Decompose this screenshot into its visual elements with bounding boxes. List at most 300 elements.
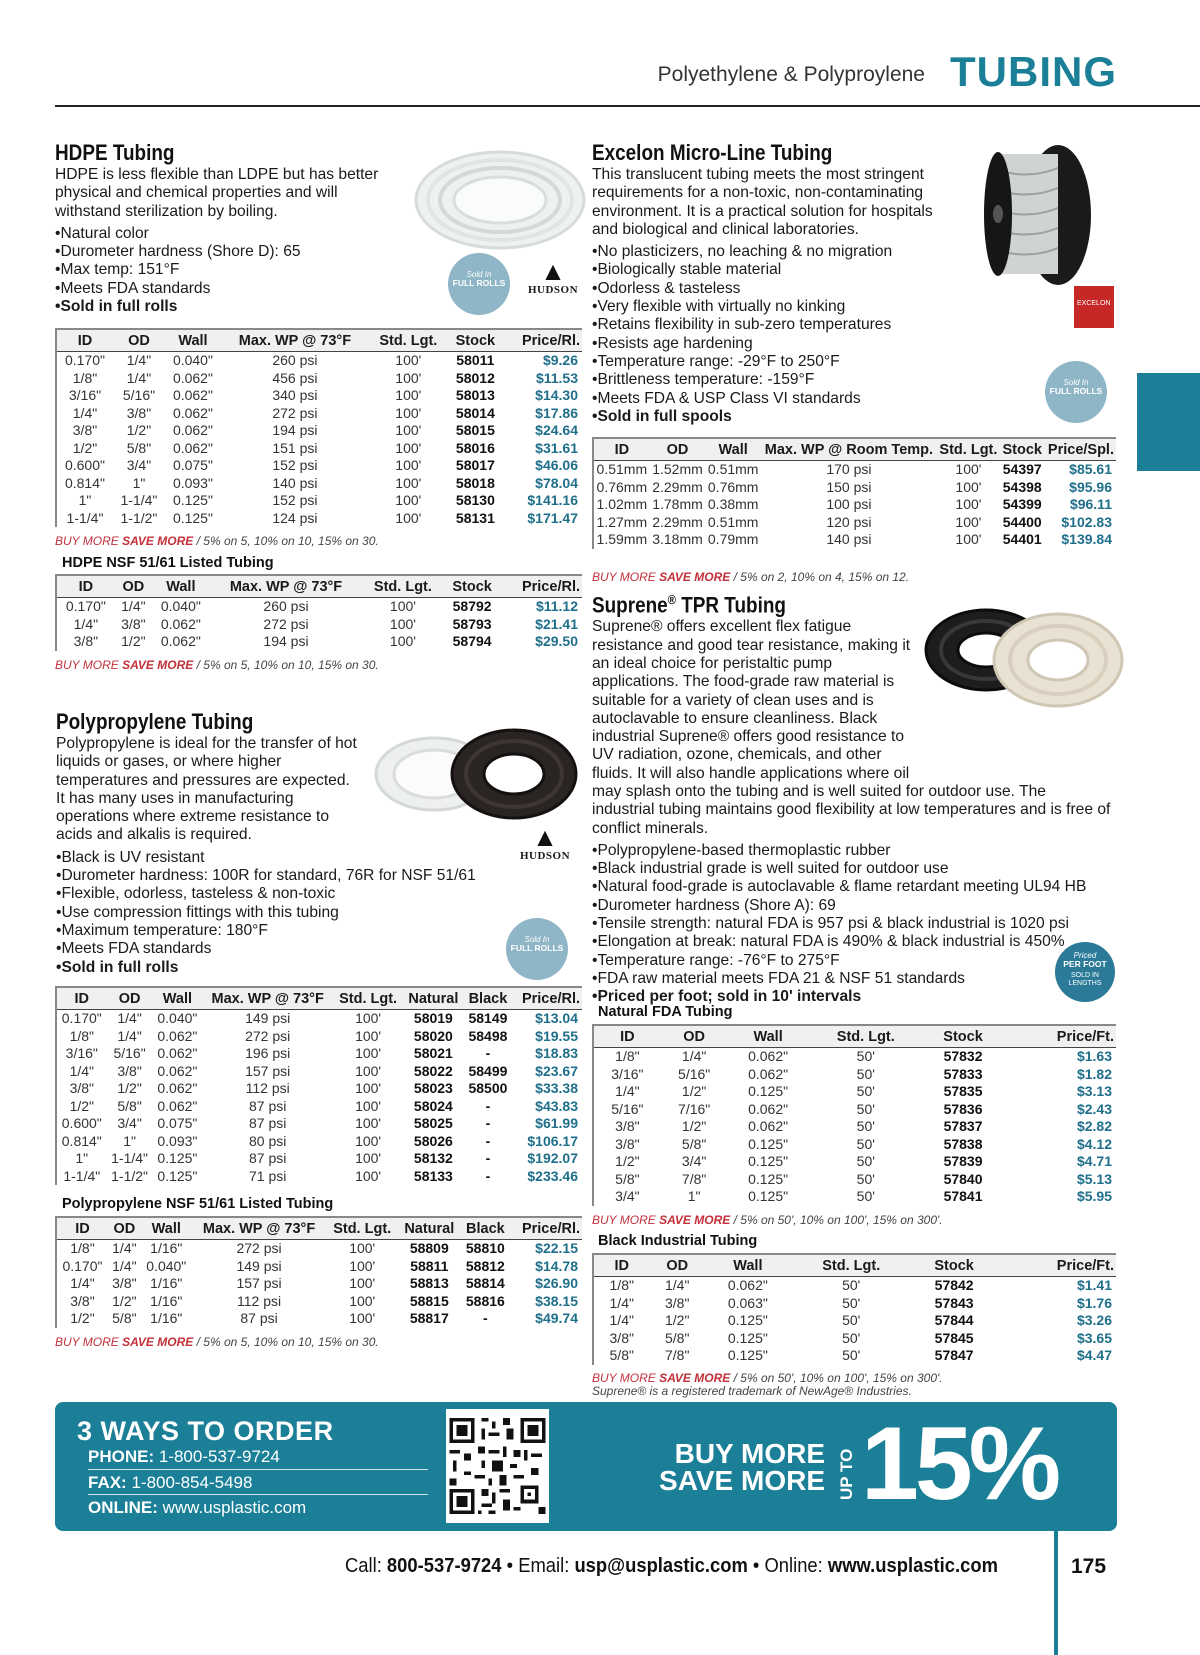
- column-header: OD: [661, 1026, 728, 1048]
- table-cell: 100': [955, 461, 982, 477]
- badge-line2: FULL ROLLS: [1049, 386, 1103, 396]
- buymore-terms: / 5% on 5, 10% on 10, 15% on 30.: [196, 658, 379, 672]
- table-body: [594, 461, 1116, 549]
- table-cell: 100': [389, 633, 416, 649]
- table-cell: 1/16": [150, 1292, 183, 1309]
- stock-cell: 58814: [465, 1275, 505, 1291]
- column-header: Price/Ft.: [1003, 1026, 1116, 1048]
- table-cell: 140 psi: [272, 474, 318, 491]
- table-row: [57, 440, 582, 458]
- footer-email[interactable]: usp@usplastic.com: [574, 1555, 748, 1577]
- table-row: [594, 1101, 1116, 1119]
- table-cell: 5/8": [112, 1310, 137, 1326]
- table-row: [594, 479, 1116, 497]
- table-cell: 1/4": [112, 1257, 137, 1274]
- table-cell: 100': [395, 509, 422, 526]
- buymore-terms: / 5% on 5, 10% on 10, 15% on 30.: [196, 1335, 379, 1349]
- table-cell: 0.062": [748, 1065, 789, 1082]
- price-cell: $31.61: [535, 439, 578, 456]
- table-cell: 0.075": [157, 1115, 198, 1131]
- price-cell: $96.11: [1069, 496, 1112, 512]
- bullet: • Odorless & tasteless: [592, 280, 962, 298]
- price-cell: $38.15: [535, 1292, 578, 1309]
- table-row: [594, 1083, 1116, 1101]
- bullet: • Retains flexibility in sub-zero temperatures: [592, 316, 962, 334]
- table-cell: 50': [856, 1100, 875, 1117]
- table-cell: 0.062": [172, 404, 213, 421]
- stock-cell: -: [485, 1097, 491, 1114]
- header-subtitle: Polyethylene & Polyproylene: [657, 63, 925, 86]
- column-header: Stock: [923, 1026, 1003, 1048]
- table-cell: 3/8": [70, 1292, 95, 1309]
- table-cell: 5/8": [117, 1097, 142, 1114]
- table-cell: 3/16": [68, 387, 102, 403]
- table-cell: 3/8": [664, 1294, 690, 1311]
- table-row: [57, 1010, 582, 1028]
- stock-cell: 54397: [1002, 461, 1042, 477]
- suprene-reg: ®: [667, 592, 676, 607]
- table-row: [594, 1188, 1116, 1206]
- table-row: [57, 1168, 582, 1186]
- table-cell: 100': [389, 598, 416, 614]
- table-cell: 100': [395, 404, 422, 421]
- column-header: Stock: [912, 1255, 997, 1277]
- table-cell: 50': [842, 1277, 861, 1293]
- table-cell: 0.093": [157, 1132, 198, 1149]
- bullet: • Maximum temperature: 180°F: [56, 922, 576, 940]
- pp-description: Polypropylene is ideal for the transfer of hot liquids or gases, or where higher temperatures and pressures are expected. It has many uses in manufacturing operations where extreme resistance to acids and alkalis is required.: [56, 735, 357, 844]
- column-header: Stock: [444, 576, 501, 598]
- table-cell: 3/8": [126, 404, 152, 421]
- stock-cell: 57833: [943, 1065, 983, 1082]
- buymore-save: SAVE MORE: [122, 534, 194, 548]
- bullet: • Durometer hardness (Shore D): 65: [55, 243, 400, 261]
- excelon-box-label: EXCELON: [1077, 300, 1111, 307]
- table-cell: 0.51mm: [707, 461, 759, 477]
- price-cell: $4.71: [1076, 1153, 1112, 1169]
- order-banner: [55, 1402, 1117, 1531]
- table-row: [57, 1080, 582, 1098]
- table-cell: 194 psi: [272, 422, 318, 438]
- buymore-lead: BUY MORE: [592, 1213, 656, 1227]
- bullet: • Biologically stable material: [592, 261, 962, 279]
- table-cell: 1-1/4": [111, 1150, 149, 1166]
- full-rolls-badge: [448, 253, 510, 315]
- table-cell: 0.125": [157, 1150, 198, 1166]
- column-header: Wall: [728, 1026, 809, 1048]
- column-header: Price/Rl.: [503, 330, 582, 352]
- column-header: Wall: [141, 1218, 192, 1240]
- table-cell: 100': [349, 1257, 376, 1274]
- price-cell: $106.17: [527, 1132, 578, 1149]
- stock-cell: 58131: [455, 509, 495, 526]
- column-header: Stock: [448, 330, 503, 352]
- buymore-lead: BUY MORE: [592, 1371, 656, 1385]
- table-row: [57, 1115, 582, 1133]
- table-cell: 1": [123, 1132, 136, 1149]
- hdpe-nsf-table: [57, 576, 582, 651]
- up-to-label: [835, 1442, 857, 1502]
- table-cell: 0.170": [64, 352, 105, 368]
- table-row: [594, 1066, 1116, 1084]
- stock-cell: -: [485, 1045, 491, 1061]
- table-cell: 1/4": [72, 404, 98, 421]
- column-header: OD: [115, 576, 152, 598]
- price-cell: $1.63: [1076, 1048, 1112, 1064]
- stock-cell: 58022: [413, 1062, 453, 1079]
- stock-cell: 58133: [413, 1167, 453, 1184]
- column-header: Max. WP @ 73°F: [192, 1218, 327, 1240]
- footer-email-label: • Email:: [501, 1555, 575, 1577]
- table-cell: 1/4": [73, 615, 99, 632]
- table-cell: 3/16": [611, 1065, 644, 1082]
- pp-nsf-table-box: [55, 1216, 582, 1328]
- table-cell: 1/8": [72, 369, 98, 386]
- table-cell: 1/2": [117, 1080, 142, 1096]
- excelon-description: This translucent tubing meets the most stringent requirements for a non-toxic, non-contaminating environment. It is a practical solution for hospitals and biological and clinical laboratories.: [592, 166, 933, 238]
- hdpe-section: [55, 140, 400, 316]
- table-cell: 0.062": [157, 1062, 198, 1079]
- bullet: • Natural food-grade is autoclavable & flame retardant meeting UL94 HB: [592, 878, 1122, 896]
- price-cell: $13.04: [535, 1010, 578, 1026]
- table-body: [594, 1048, 1116, 1206]
- column-header: Price/Rl.: [510, 1218, 582, 1240]
- table-cell: 0.062": [172, 369, 213, 386]
- suprene-black-table-box: [592, 1253, 1116, 1365]
- bullet: • Very flexible with virtually no kinking: [592, 298, 962, 316]
- table-cell: 1/4": [609, 1294, 634, 1311]
- excelon-title: Excelon Micro-Line Tubing: [592, 140, 833, 165]
- table-cell: 0.170": [61, 1010, 102, 1026]
- stock-cell: -: [483, 1310, 488, 1326]
- table-row: [57, 352, 582, 370]
- table-header-row: [57, 330, 582, 352]
- price-cell: $26.90: [535, 1275, 578, 1291]
- table-cell: 1/4": [681, 1048, 707, 1064]
- table-row: [57, 616, 582, 634]
- priced-per-foot-badge: [1055, 942, 1115, 1002]
- table-cell: 124 psi: [272, 509, 318, 526]
- table-header-row: [57, 988, 582, 1010]
- table-cell: 1/8": [70, 1240, 95, 1256]
- hdpe-title: HDPE Tubing: [55, 140, 175, 165]
- stock-cell: 58811: [410, 1257, 449, 1274]
- table-cell: 0.51mm: [707, 513, 759, 530]
- table-cell: 100': [355, 1045, 382, 1061]
- footer-divider: [1054, 1531, 1058, 1655]
- table-cell: 1-1/2": [120, 509, 158, 526]
- price-cell: $139.84: [1061, 531, 1112, 547]
- table-cell: 120 psi: [826, 513, 872, 530]
- table-cell: 3/16": [65, 1045, 98, 1061]
- pp-nsf-buymore: [55, 1335, 379, 1349]
- table-cell: 1-1/4": [120, 492, 158, 508]
- price-cell: $3.26: [1076, 1312, 1112, 1328]
- buymore-save: SAVE MORE: [659, 1371, 731, 1385]
- table-cell: 0.125": [748, 1153, 789, 1169]
- table-cell: 151 psi: [272, 439, 318, 456]
- table-cell: 1/8": [609, 1277, 634, 1293]
- table-cell: 100': [389, 615, 416, 632]
- hdpe-nsf-buymore: [55, 658, 379, 672]
- badge-line3: SOLD IN LENGTHS: [1068, 972, 1102, 987]
- table-row: [57, 457, 582, 475]
- stock-cell: 58013: [455, 387, 495, 403]
- table-cell: 0.062": [160, 633, 201, 649]
- table-cell: 1/2": [69, 1097, 94, 1114]
- table-cell: 71 psi: [249, 1167, 287, 1184]
- bullet: • Black is UV resistant: [56, 849, 576, 867]
- table-cell: 50': [856, 1135, 875, 1152]
- bullet: • Natural color: [55, 225, 400, 243]
- excelon-buymore: [592, 570, 909, 584]
- suprene-description: Suprene® offers excellent flex fatigue resistance and good tear resistance, making it an ideal choice for peristaltic pump applications. The food-grade raw material is suitable for a variety of clean uses and is autoclavable to ensure cleanliness. Black industrial Suprene® offers good resistance to UV radiation, ozone, chemicals, and other fluids. It will also handle applications where oil may splash onto the tubing and is well suited for outdoor use. The industrial tubing maintains good flexibility at low temperatures and is free of conflict minerals.: [592, 618, 1111, 837]
- stock-cell: 57832: [943, 1048, 983, 1064]
- table-cell: 3/8": [69, 1080, 94, 1096]
- table-header-row: [57, 1218, 582, 1240]
- stock-cell: 57845: [934, 1329, 974, 1346]
- stock-cell: 58816: [465, 1292, 505, 1309]
- table-cell: 0.062": [172, 422, 213, 438]
- stock-cell: 54399: [1002, 496, 1042, 512]
- table-cell: 149 psi: [236, 1257, 282, 1274]
- pp-bullets: [56, 849, 576, 977]
- table-cell: 100': [955, 531, 982, 547]
- table-cell: 0.125": [748, 1170, 789, 1187]
- suprene-black-title: Black Industrial Tubing: [598, 1233, 758, 1249]
- table-cell: 1/2": [72, 439, 98, 456]
- column-header: Black: [464, 988, 512, 1010]
- column-header: Price/Rl.: [512, 988, 582, 1010]
- stock-cell: 58794: [452, 633, 492, 649]
- table-row: [594, 1048, 1116, 1066]
- price-cell: $78.04: [535, 474, 578, 491]
- buymore-save: SAVE MORE: [122, 1335, 194, 1349]
- suprene-natural-table-box: [592, 1024, 1116, 1206]
- table-cell: 1": [78, 492, 92, 508]
- table-cell: 1": [132, 474, 146, 491]
- column-header: OD: [649, 1255, 704, 1277]
- hdpe-tubing-image: [408, 140, 588, 255]
- badge-line1: Sold In: [1063, 378, 1089, 387]
- order-phone[interactable]: [88, 1444, 428, 1467]
- table-cell: 3/4": [126, 457, 152, 473]
- table-row: [57, 492, 582, 510]
- price-cell: $5.95: [1076, 1188, 1112, 1204]
- bullet-bold: • Sold in full rolls: [55, 298, 400, 316]
- table-cell: 0.062": [157, 1080, 198, 1096]
- table-cell: 0.600": [61, 1115, 102, 1131]
- buymore-lead: BUY MORE: [55, 534, 119, 548]
- table-cell: 5/8": [126, 439, 152, 456]
- footer-online-label: • Online:: [747, 1555, 828, 1577]
- table-cell: 1/2": [126, 422, 152, 438]
- price-cell: $61.99: [535, 1115, 578, 1131]
- table-cell: 170 psi: [826, 461, 872, 477]
- hudson-icon: ▲: [532, 822, 558, 852]
- price-cell: $95.96: [1069, 478, 1112, 495]
- table-cell: 157 psi: [236, 1275, 282, 1291]
- table-row: [57, 1133, 582, 1151]
- stock-cell: 58015: [455, 422, 495, 438]
- bullet: • Black industrial grade is well suited for outdoor use: [592, 860, 1122, 878]
- table-cell: 87 psi: [249, 1150, 287, 1166]
- table-cell: 100': [395, 352, 422, 368]
- table-cell: 1/4": [70, 1275, 95, 1291]
- table-cell: 140 psi: [826, 531, 872, 547]
- table-row: [594, 514, 1116, 532]
- price-cell: $102.83: [1061, 513, 1112, 530]
- column-header: OD: [113, 330, 165, 352]
- table-cell: 100': [955, 478, 982, 495]
- column-header: Std. Lgt.: [333, 988, 403, 1010]
- footer-phone[interactable]: 800-537-9724: [386, 1555, 502, 1577]
- price-cell: $192.07: [527, 1150, 578, 1166]
- stock-cell: 58149: [468, 1010, 508, 1026]
- table-cell: 5/8": [681, 1135, 707, 1152]
- table-row: [594, 1171, 1116, 1189]
- column-header: ID: [57, 330, 113, 352]
- buymore-terms: / 5% on 5, 10% on 10, 15% on 30.: [196, 534, 379, 548]
- suprene-tubing-image: [918, 600, 1128, 725]
- hdpe-table-box: [55, 328, 582, 527]
- table-row: [594, 461, 1116, 479]
- buymore-terms: / 5% on 50', 10% on 100', 15% on 300'.: [733, 1213, 943, 1227]
- table-cell: 1-1/2": [111, 1167, 149, 1184]
- order-title: 3 WAYS TO ORDER: [77, 1416, 334, 1446]
- table-cell: 0.040": [146, 1257, 187, 1274]
- bullet-bold: • Priced per foot; sold in 10' intervals: [592, 988, 1122, 1006]
- stock-cell: 58024: [413, 1097, 453, 1114]
- bullet: • No plasticizers, no leaching & no migration: [592, 243, 962, 261]
- table-row: [57, 633, 582, 651]
- price-cell: $22.15: [535, 1240, 578, 1256]
- buymore-lead: BUY MORE: [55, 1335, 119, 1349]
- stock-cell: -: [485, 1115, 491, 1131]
- table-cell: 1.27mm: [596, 513, 648, 530]
- stock-cell: 57839: [943, 1153, 983, 1169]
- stock-cell: 57843: [934, 1294, 974, 1311]
- price-cell: $46.06: [535, 457, 578, 473]
- price-cell: $33.38: [535, 1080, 578, 1096]
- buymore-terms: / 5% on 50', 10% on 100', 15% on 300'.: [733, 1371, 943, 1385]
- table-cell: 87 psi: [240, 1310, 278, 1326]
- table-row: [57, 1240, 582, 1258]
- suprene-black-table: [594, 1255, 1116, 1365]
- bullet-bold: • Sold in full spools: [592, 408, 962, 426]
- column-header: Std. Lgt.: [791, 1255, 912, 1277]
- table-cell: 0.125": [172, 509, 213, 526]
- suprene-title-a: Suprene: [592, 592, 668, 618]
- stock-cell: 58810: [465, 1240, 505, 1256]
- price-cell: $4.12: [1076, 1135, 1112, 1152]
- footer-call-label: Call:: [345, 1555, 387, 1577]
- table-row: [594, 1330, 1116, 1348]
- table-cell: 1/4": [112, 1240, 137, 1256]
- stock-cell: 58500: [468, 1080, 508, 1096]
- table-row: [57, 387, 582, 405]
- column-header: Black: [461, 1218, 511, 1240]
- table-cell: 7/16": [678, 1100, 711, 1117]
- save-more-text: SAVE MORE: [659, 1465, 825, 1496]
- footer-website[interactable]: www.usplastic.com: [827, 1555, 998, 1577]
- hdpe-nsf-title: HDPE NSF 51/61 Listed Tubing: [62, 555, 274, 571]
- column-header: Max. WP @ Room Temp.: [761, 439, 937, 461]
- order-fax[interactable]: [88, 1469, 428, 1493]
- price-cell: $18.83: [535, 1045, 578, 1061]
- table-cell: 1/8": [69, 1027, 94, 1044]
- table-cell: 157 psi: [245, 1062, 291, 1079]
- order-online[interactable]: [88, 1494, 428, 1518]
- table-row: [594, 1153, 1116, 1171]
- table-cell: 3/8": [615, 1135, 640, 1152]
- table-cell: 5/16": [113, 1045, 146, 1061]
- table-cell: 3/8": [72, 422, 98, 438]
- price-cell: $11.12: [535, 598, 578, 614]
- price-cell: $19.55: [535, 1027, 578, 1044]
- table-cell: 3/4": [615, 1188, 640, 1204]
- table-cell: 0.814": [64, 474, 105, 491]
- table-cell: 1.02mm: [596, 496, 648, 512]
- table-cell: 100': [355, 1150, 382, 1166]
- table-row: [594, 1277, 1116, 1295]
- buy-more-text: BUY MORE: [674, 1438, 825, 1469]
- table-header-row: [594, 1026, 1116, 1048]
- table-row: [594, 1136, 1116, 1154]
- bullet-bold: • Sold in full rolls: [56, 959, 576, 977]
- table-cell: 272 psi: [245, 1027, 291, 1044]
- table-cell: 100': [349, 1310, 376, 1326]
- stock-cell: 57836: [943, 1100, 983, 1117]
- table-row: [594, 531, 1116, 549]
- price-cell: $1.76: [1076, 1294, 1112, 1311]
- table-cell: 0.125": [727, 1347, 768, 1363]
- price-cell: $14.30: [535, 387, 578, 403]
- table-cell: 1/2": [664, 1312, 690, 1328]
- table-cell: 0.170": [62, 1257, 103, 1274]
- hdpe-bullets: [55, 225, 400, 316]
- section-tab: [1137, 373, 1200, 471]
- table-cell: 196 psi: [245, 1045, 291, 1061]
- qr-code-icon[interactable]: [446, 1409, 549, 1523]
- table-cell: 0.040": [172, 352, 213, 368]
- stock-cell: 58809: [409, 1240, 449, 1256]
- badge-line1: Sold In: [524, 935, 550, 944]
- stock-cell: 57842: [934, 1277, 974, 1293]
- stock-cell: 54400: [1002, 513, 1042, 530]
- table-cell: 100': [955, 513, 982, 530]
- table-cell: 1/4": [664, 1277, 690, 1293]
- table-cell: 5/16": [122, 387, 156, 403]
- table-body: [57, 1010, 582, 1186]
- stock-cell: -: [485, 1132, 491, 1149]
- table-cell: 100': [355, 1010, 382, 1026]
- table-row: [594, 1347, 1116, 1365]
- table-cell: 0.125": [748, 1083, 789, 1099]
- buymore-lead: BUY MORE: [592, 570, 656, 584]
- price-cell: $233.46: [527, 1167, 578, 1184]
- table-cell: 80 psi: [249, 1132, 287, 1149]
- table-cell: 100': [395, 369, 422, 386]
- pp-nsf-table: [57, 1218, 582, 1328]
- table-cell: 0.040": [157, 1010, 198, 1026]
- stock-cell: 58014: [455, 404, 495, 421]
- table-row: [594, 1295, 1116, 1313]
- table-cell: 1/4": [69, 1062, 94, 1079]
- hdpe-nsf-table-box: [55, 574, 582, 651]
- table-cell: 0.062": [157, 1097, 198, 1114]
- column-header: ID: [594, 439, 650, 461]
